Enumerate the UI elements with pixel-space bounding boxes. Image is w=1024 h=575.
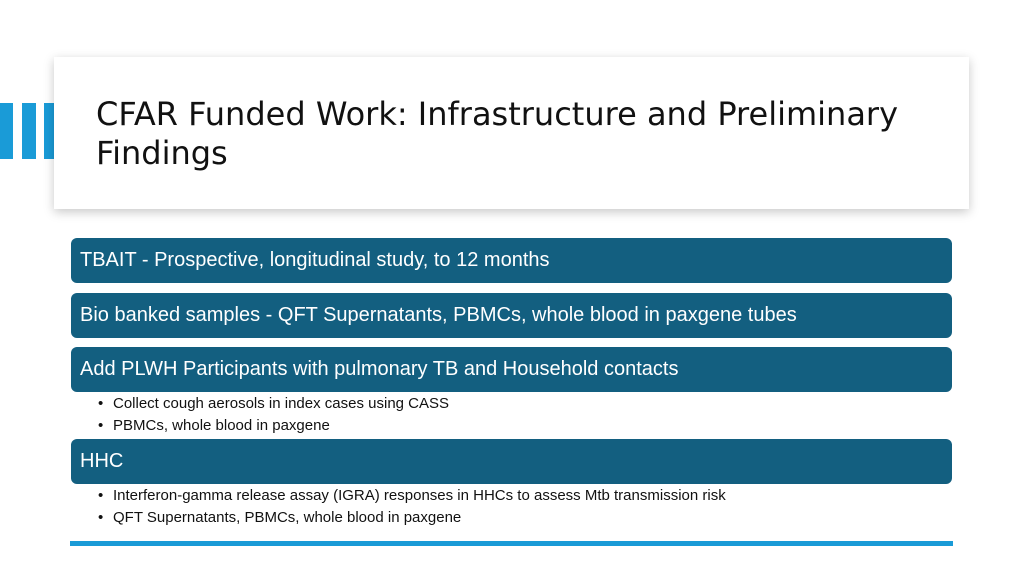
bullet-item — [98, 393, 449, 415]
content-box-hhc: HHC — [71, 439, 952, 484]
title-card — [54, 57, 969, 209]
bullet-dot: • — [98, 487, 104, 504]
bullet-item — [98, 415, 449, 437]
slide-title: CFAR Funded Work: Infrastructure and Preliminary Findings — [96, 95, 899, 172]
accent-bar — [0, 103, 13, 159]
bullet-list-plwh — [98, 393, 449, 437]
bottom-rule — [70, 541, 953, 546]
accent-bar — [22, 103, 36, 159]
content-box-biobank: Bio banked samples - QFT Supernatants, PBMCs, whole blood in paxgene tubes — [71, 293, 952, 338]
content-box-plwh: Add PLWH Participants with pulmonary TB and Household contacts — [71, 347, 952, 392]
bullet-list-hhc — [98, 485, 726, 529]
bullet-text: QFT Supernatants, PBMCs, whole blood in paxgene — [113, 509, 462, 526]
bullet-dot: • — [98, 417, 104, 434]
bullet-text: Collect cough aerosols in index cases using CASS — [113, 395, 450, 412]
accent-bar — [44, 103, 54, 159]
bullet-text: PBMCs, whole blood in paxgene — [113, 417, 330, 434]
bullet-dot: • — [98, 395, 104, 412]
bullet-item — [98, 485, 726, 507]
bullet-dot: • — [98, 509, 104, 526]
bullet-item — [98, 507, 726, 529]
bullet-text: Interferon-gamma release assay (IGRA) responses in HHCs to assess Mtb transmission risk — [113, 487, 726, 504]
content-box-tbait: TBAIT - Prospective, longitudinal study, to 12 months — [71, 238, 952, 283]
